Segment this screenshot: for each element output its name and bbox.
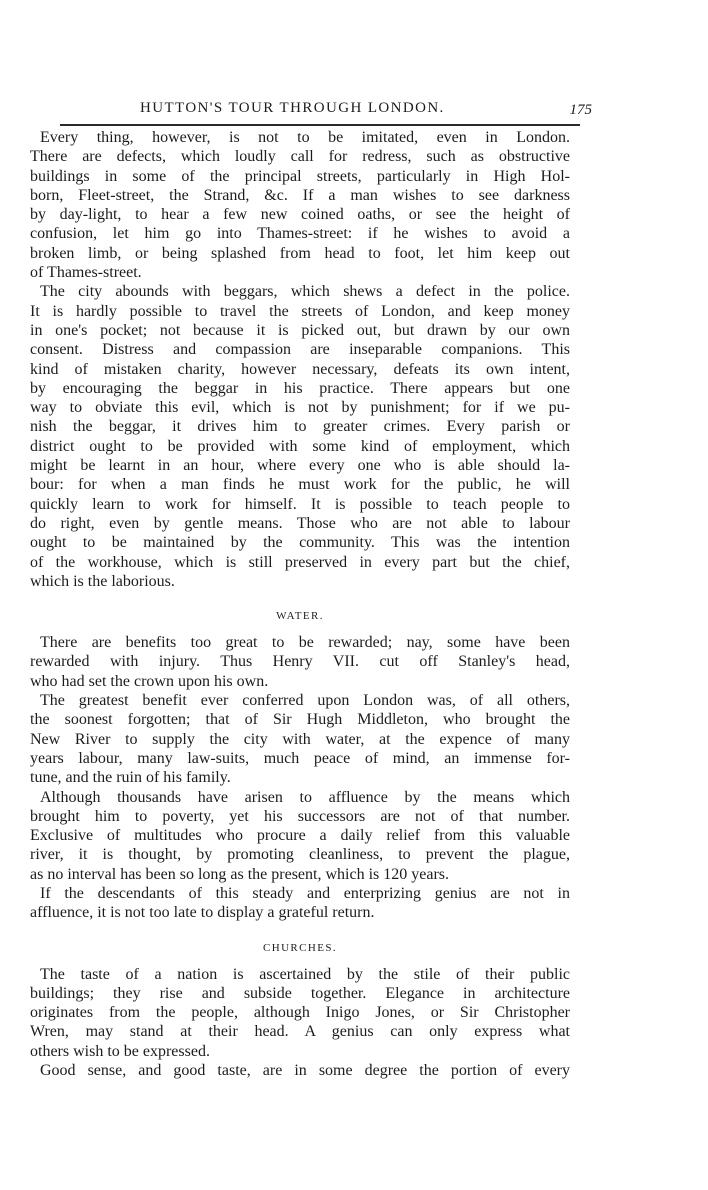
text-line: Good sense, and good taste, are in some degree the portion of every xyxy=(40,1062,570,1080)
text-line: who had set the crown upon his own. xyxy=(30,672,269,690)
text-line: might be learnt in an hour, where every one who is able should la- xyxy=(30,457,570,475)
text-line: years labour, many law-suits, much peace of mind, an immense for- xyxy=(30,749,570,767)
paragraph xyxy=(30,128,570,282)
body-text xyxy=(30,128,570,1080)
text-line: originates from the people, although Inigo Jones, or Sir Christopher xyxy=(30,1004,570,1022)
text-line: kind of mistaken charity, however necessary, defeats its own intent, xyxy=(30,360,570,378)
text-line: Every thing, however, is not to be imitated, even in London. xyxy=(40,129,570,146)
text-line: the soonest forgotten; that of Sir Hugh Middleton, who brought the xyxy=(30,711,570,729)
text-line: way to obviate this evil, which is not by punishment; for if we pu- xyxy=(30,399,570,417)
text-line: consent. Distress and compassion are inseparable companions. This xyxy=(30,341,570,359)
text-line: The taste of a nation is ascertained by the stile of their public xyxy=(40,965,570,983)
running-head: HUTTON'S TOUR THROUGH LONDON. xyxy=(140,100,445,116)
text-line: Although thousands have arisen to affluence by the means which xyxy=(40,788,570,806)
paragraph xyxy=(30,788,570,884)
text-line: as no interval has been so long as the present, which is 120 years. xyxy=(30,865,450,883)
page-number: 175 xyxy=(569,102,592,118)
page-header xyxy=(60,100,592,122)
text-line: affluence, it is not too late to display a grateful return. xyxy=(30,904,375,922)
paragraph xyxy=(30,884,570,923)
text-line: by encouraging the beggar in his practice. There appears but one xyxy=(30,379,570,397)
paragraph xyxy=(30,691,570,787)
text-line: Wren, may stand at their head. A genius can only express what xyxy=(30,1023,570,1041)
text-line: buildings in some of the principal streets, particularly in High Hol- xyxy=(30,167,570,185)
text-line: There are benefits too great to be rewarded; nay, some have been xyxy=(40,634,570,652)
text-line: If the descendants of this steady and enterprizing genius are not in xyxy=(40,884,570,902)
text-line: tune, and the ruin of his family. xyxy=(30,769,231,787)
text-line: brought him to poverty, yet his successors are not of that number. xyxy=(30,807,570,825)
text-line: New River to supply the city with water, at the expence of many xyxy=(30,730,570,748)
text-line: river, it is thought, by promoting cleanliness, to prevent the plague, xyxy=(30,846,570,864)
text-line: which is the laborious. xyxy=(30,572,175,590)
text-line: ought to be maintained by the community. This was the intention xyxy=(30,534,570,552)
header-rule xyxy=(60,124,580,126)
text-line: bour: for when a man finds he must work for the public, he will xyxy=(30,476,570,494)
text-line: confusion, let him go into Thames-street: if he wishes to avoid a xyxy=(30,225,570,243)
paragraph xyxy=(30,633,570,691)
text-line: do right, even by gentle means. Those who are not able to labour xyxy=(30,514,570,532)
text-line: Exclusive of multitudes who procure a daily relief from this valuable xyxy=(30,827,570,845)
paragraph xyxy=(30,965,570,1061)
text-line: of the workhouse, which is still preserved in every part but the chief, xyxy=(30,553,570,571)
text-line: born, Fleet-street, the Strand, &c. If a man wishes to see darkness xyxy=(30,186,570,204)
text-line: by day-light, to hear a few new coined oaths, or see the height of xyxy=(30,206,570,224)
text-line: in one's pocket; not because it is picked out, but drawn by our own xyxy=(30,321,570,339)
paragraph xyxy=(30,1061,570,1080)
text-line: of Thames-street. xyxy=(30,264,142,282)
text-line: The greatest benefit ever conferred upon London was, of all others, xyxy=(40,692,570,710)
text-line: broken limb, or being splashed from head to foot, let him keep out xyxy=(30,244,570,262)
text-line: nish the beggar, it drives him to greater crimes. Every parish or xyxy=(30,418,570,436)
section-heading: WATER. xyxy=(276,610,324,623)
text-line: others wish to be expressed. xyxy=(30,1042,210,1060)
text-line: There are defects, which loudly call for redress, such as obstructive xyxy=(30,148,570,166)
text-line: buildings; they rise and subside together. Elegance in architecture xyxy=(30,984,570,1002)
text-line: quickly learn to work for himself. It is possible to teach people to xyxy=(30,495,570,513)
text-line: It is hardly possible to travel the streets of London, and keep money xyxy=(30,302,570,320)
text-line: The city abounds with beggars, which shews a defect in the police. xyxy=(40,283,570,301)
text-line: rewarded with injury. Thus Henry VII. cut off Stanley's head, xyxy=(30,653,570,671)
paragraph xyxy=(30,282,570,591)
section-heading: CHURCHES. xyxy=(262,941,338,954)
text-line: district ought to be provided with some kind of employment, which xyxy=(30,437,570,455)
